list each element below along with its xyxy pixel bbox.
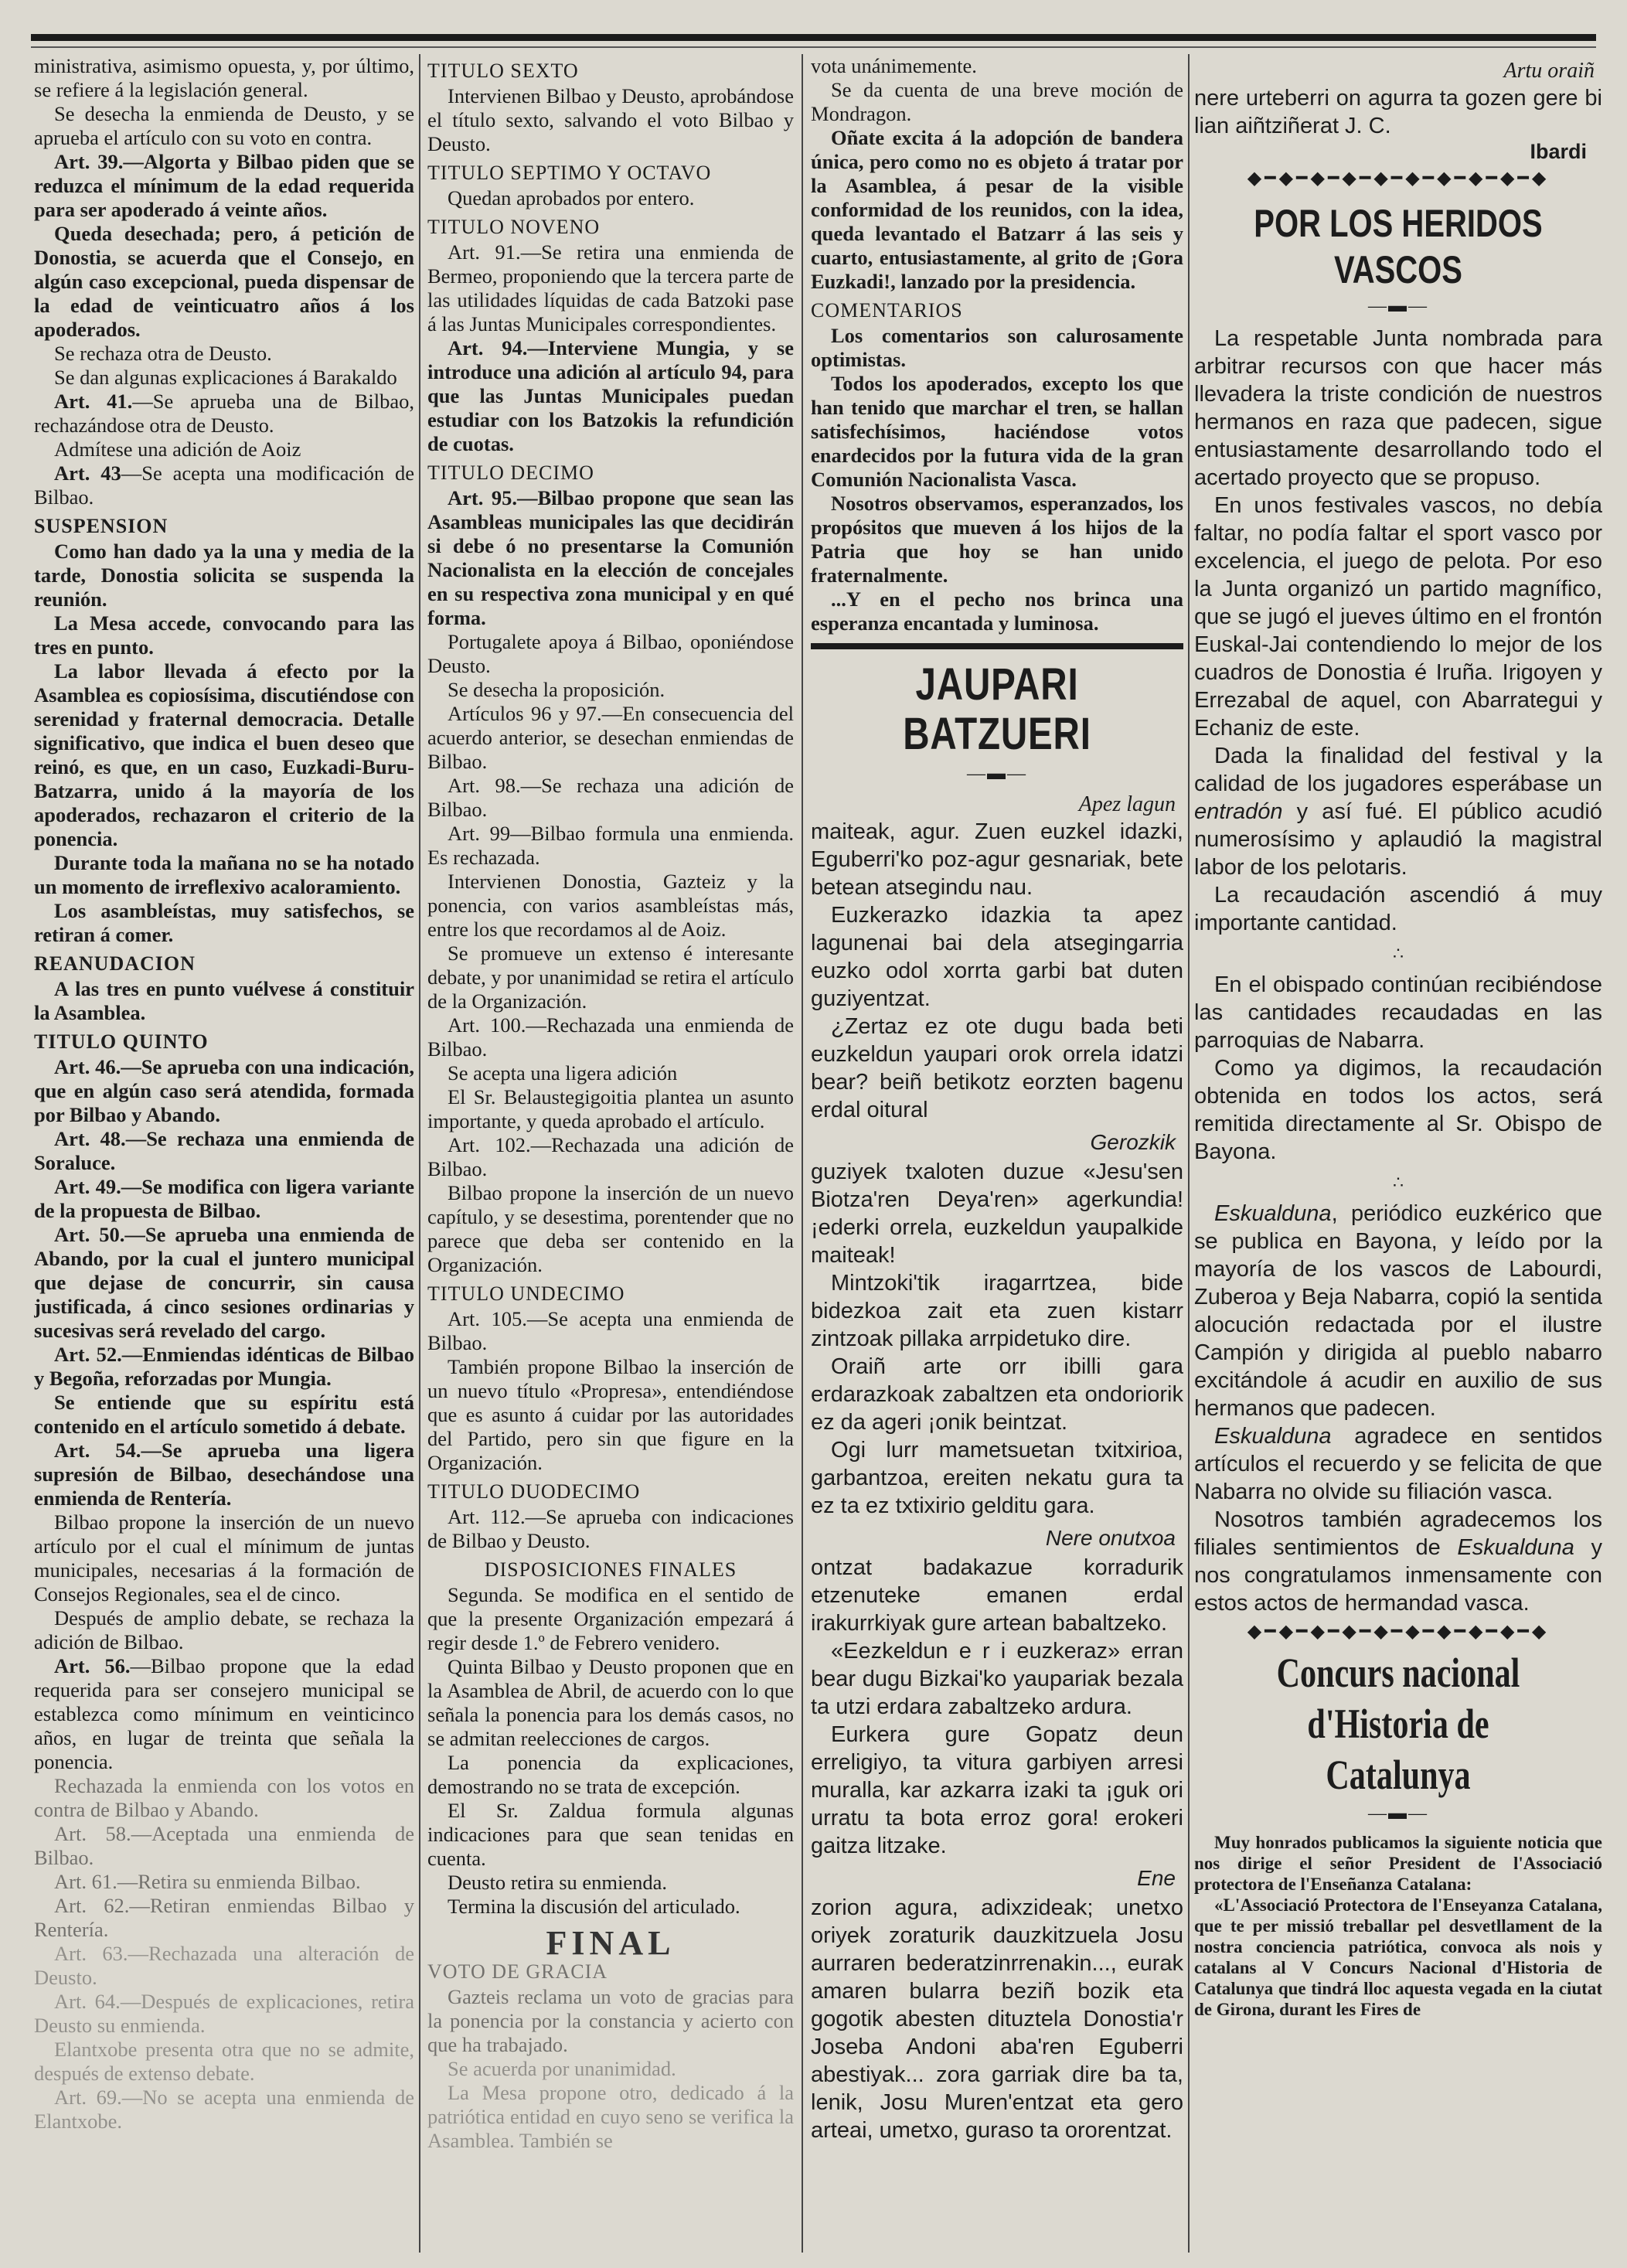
paragraph: Art. 50.—Se aprueba una enmienda de Abando, por la cual el juntero municipal que dejase de concurrir, sin causa justificada, á cinco sesiones ordinarias y sucesivas será revelado del cargo. — [34, 1223, 414, 1342]
paragraph: Euzkerazko idazkia ta apez lagunenai bai dela atsegingarria euzko odol xorrta garbi bat duten guziyentzat. — [811, 903, 1183, 1011]
paragraph: Art. 95.—Bilbao propone que sean las Asambleas municipales las que decidirán si debe ó no presentarse la Comunión Nacionalista en la elección de concejales en su respectiva zona municipal y en qué forma. — [427, 486, 794, 629]
paragraph: La recaudación ascendió á muy importante cantidad. — [1194, 883, 1602, 935]
paragraph: ministrativa, asimismo opuesta, y, por último, se refiere á la legislación general. — [34, 54, 414, 101]
paragraph: Admítese una adición de Aoiz — [54, 438, 301, 461]
paragraph: La Mesa propone otro, dedicado á la patriótica entidad en cuyo seno se verifica la Asamblea. También se — [427, 2081, 794, 2152]
paragraph: Durante toda la mañana no se ha notado un momento de irreflexivo acaloramiento. — [34, 851, 414, 898]
paragraph: vota unánimemente. — [811, 54, 977, 77]
paragraph: maiteak, agur. Zuen euzkel idazki, Eguberri'ko poz-agur gesnariak, bete betean atsegindu nau. — [811, 819, 1183, 900]
paragraph: Queda desechada; pero, á petición de Donostia, se acuerda que el Consejo, en algún caso excepcional, pueda dispensar de la edad de veinticuatro años á los apoderados. — [34, 222, 414, 341]
paragraph: Después de amplio debate, se rechaza la adición de Bilbao. — [34, 1606, 414, 1653]
section-heading: TITULO SEXTO — [427, 60, 579, 82]
paragraph: ...Y en el pecho nos brinca una esperanza encantada y luminosa. — [811, 587, 1183, 635]
paragraph: Como ya digimos, la recaudación obtenida en todos los actos, será remitida directamente al Sr. Obispo de Bayona. — [1194, 1056, 1602, 1164]
paragraph: Art. 102.—Rechazada una adición de Bilbao. — [427, 1133, 794, 1180]
paragraph: Se acuerda por unanimidad. — [448, 2057, 676, 2080]
paragraph: Intervienen Donostia, Gazteiz y la ponencia, con varios asambleístas más, entre los que recordamos al de Aoiz. — [427, 870, 794, 941]
section-heading: SUSPENSION — [34, 515, 168, 537]
paragraph: Segunda. Se modifica en el sentido de que la presente Organización empezará á regir desde 1.º de Febrero venidero. — [427, 1583, 794, 1654]
section-heading: TITULO DECIMO — [427, 461, 594, 484]
paragraph: Oñate excita á la adopción de bandera única, pero como no es objeto á tratar por la Asamblea, á pesar de la visible conformidad de los reunidos, con la idea, queda levantado el Batzarr á las seis y cuarto, entusiastamente, al grito de ¡Gora Euzkadi!, lanzado por la presidencia. — [811, 126, 1183, 293]
paragraph: Eskualduna, periódico euzkérico que se publica en Bayona, y leído por la mayoría de los vascos de Labourdi, Zuberoa y Beja Nabarra, copió la sentida alocución redactada por el ilustre Campión y dirigida al pueblo nabarro excitándole á acudir en auxilio de sus hermanos que padecen. — [1194, 1201, 1602, 1421]
paragraph: La labor llevada á efecto por la Asamblea es copiosísima, discutiéndose con serenidad y fraternal democracia. Detalle significativo, que indica el buen deseo que reinó, es que, en un caso, Euzkadi-Buru-Batzarra, unido á la mayoría de los apoderados, rechazaron el criterio de la ponencia. — [34, 659, 414, 850]
paragraph: Ogi lurr mametsuetan txitxirioa, garbantzoa, ereiten nekatu gura ta ez ta ez txtixirio gelditu gara. — [811, 1438, 1183, 1518]
paragraph: Art. 91.—Se retira una enmienda de Bermeo, proponiendo que la tercera parte de las utilidades líquidas de cada Batzoki pase á las Juntas Municipales correspondientes. — [427, 240, 794, 335]
byline: Gerozkik — [1090, 1130, 1176, 1154]
section-heading: DISPOSICIONES FINALES — [484, 1558, 737, 1581]
section-heading: REANUDACION — [34, 952, 196, 975]
section-heading: TITULO UNDECIMO — [427, 1282, 625, 1305]
paragraph: Art. 58.—Aceptada una enmienda de Bilbao. — [34, 1822, 414, 1869]
paragraph: Se entiende que su espíritu está contenido en el artículo sometido á debate. — [34, 1391, 414, 1438]
paragraph: Art. 52.—Enmiendas idénticas de Bilbao y Begoña, reforzadas por Mungia. — [34, 1343, 414, 1390]
paragraph: La Mesa accede, convocando para las tres en punto. — [34, 611, 414, 659]
paragraph: A las tres en punto vuélvese á constituir la Asamblea. — [34, 977, 414, 1024]
paragraph: La respetable Junta nombrada para arbitrar recursos con que hacer más llevadera la triste condición de nuestros hermanos en raza que padecen, sigue entusiastamente desarrollando todo el acertado proyecto que se propuso. — [1194, 326, 1602, 490]
paragraph: Se desecha la enmienda de Deusto, y se aprueba el artículo con su voto en contra. — [34, 102, 414, 149]
signature: Ibardi — [1530, 140, 1587, 163]
paragraph: Eurkera gure Gopatz deun erreligiyo, ta vitura garbiyen arresi muralla, kar azkarra izaki ta ¡guk ori urratu ta bota erroz gora! erokeri gaitza litzake. — [811, 1722, 1183, 1858]
paragraph: Art. 64.—Después de explicaciones, retira Deusto su enmienda. — [34, 1990, 414, 2037]
paragraph: Los asambleístas, muy satisfechos, se retiran á comer. — [34, 899, 414, 946]
paragraph: Deusto retira su enmienda. — [448, 1871, 668, 1894]
paragraph: Se promueve un extenso é interesante debate, y por unanimidad se retira el artículo de la Organización. — [427, 942, 794, 1013]
byline: Artu oraiñ — [1503, 59, 1595, 83]
paragraph: Art. 39.—Algorta y Bilbao piden que se reduzca el mínimum de la edad requerida para ser apoderado á veinte años. — [34, 150, 414, 221]
paragraph: «L'Associació Protectora de l'Enseyanza Catalana, que te per missió treballar pel desvetllament de la nostra conciencia patriótica, convoca als nois y catalans al V Concurs Nacional d'Historia de Catalunya que tindrá lloc aquesta vegada en la ciutat de Girona, durant les Fires de — [1194, 1895, 1602, 2019]
paragraph: Art. 61.—Retira su enmienda Bilbao. — [54, 1870, 361, 1893]
paragraph: Muy honrados publicamos la siguiente noticia que nos dirige el señor President de l'Associació protectora de l'Enseñanza Catalana: — [1194, 1833, 1602, 1894]
paragraph: Art. 62.—Retiran enmiendas Bilbao y Rentería. — [34, 1894, 414, 1941]
paragraph: Quinta Bilbao y Deusto proponen que en la Asamblea de Abril, de acuerdo con lo que señala la ponencia para los demás casos, no se admitan reelecciones de cargos. — [427, 1655, 794, 1750]
paragraph: Portugalete apoya á Bilbao, oponiéndose Deusto. — [427, 630, 794, 677]
paragraph: Intervienen Bilbao y Deusto, aprobándose el título sexto, salvando el voto Bilbao y Deusto. — [427, 84, 794, 155]
section-heading: VOTO DE GRACIA — [427, 1960, 608, 1983]
paragraph: Art. 112.—Se aprueba con indicaciones de Bilbao y Deusto. — [427, 1505, 794, 1552]
paragraph: Se rechaza otra de Deusto. — [54, 342, 272, 365]
title-ornament: —▬— — [1368, 1803, 1428, 1824]
paragraph: Art. 69.—No se acepta una enmienda de Elantxobe. — [34, 2086, 414, 2133]
ornament-rule: ◆━◆━◆━◆━◆━◆━◆━◆━◆━◆ — [1247, 1622, 1550, 1642]
paragraph: La ponencia da explicaciones, demostrando no se trata de excepción. — [427, 1751, 794, 1798]
separator-dots: ∴ — [1393, 944, 1404, 963]
paragraph: Nosotros también agradecemos los filiales sentimientos de Eskualduna y nos congratulamos inmensamente con estos actos de hermandad vasca. — [1194, 1507, 1602, 1616]
section-heading: TITULO DUODECIMO — [427, 1480, 641, 1503]
paragraph: En el obispado continúan recibiéndose las cantidades recaudadas en las parroquias de Nabarra. — [1194, 972, 1602, 1053]
paragraph: Art. 54.—Se aprueba una ligera supresión de Bilbao, desechándose una enmienda de Rentería. — [34, 1439, 414, 1510]
paragraph: Art. 105.—Se acepta una enmienda de Bilbao. — [427, 1307, 794, 1354]
paragraph: Termina la discusión del articulado. — [448, 1895, 740, 1918]
paragraph: Quedan aprobados por entero. — [448, 186, 695, 209]
section-heading: TITULO QUINTO — [34, 1030, 209, 1053]
paragraph: Todos los apoderados, excepto los que han tenido que marchar el tren, se hallan satisfechísimos, haciéndose votos enardecidos por la futura vida de la gran Comunión Nacionalista Vasca. — [811, 372, 1183, 491]
column-divider — [1188, 54, 1190, 2253]
paragraph: Art. 43—Se acepta una modificación de Bilbao. — [34, 461, 414, 509]
paragraph: Art. 98.—Se rechaza una adición de Bilbao. — [427, 774, 794, 821]
paragraph: Dada la finalidad del festival y la calidad de los jugadores esperábase un entradón y así fué. El público acudió numerosísimo y aplaudió la magistral labor de los pelotaris. — [1194, 744, 1602, 880]
paragraph: Art. 99—Bilbao formula una enmienda. Es rechazada. — [427, 822, 794, 869]
paragraph: Art. 63.—Rechazada una alteración de Deusto. — [34, 1942, 414, 1989]
paragraph: El Sr. Belaustegigoitia plantea un asunto importante, y queda aprobado el artículo. — [427, 1085, 794, 1132]
paragraph: Bilbao propone la inserción de un nuevo artículo por el cual el mínimum de juntas municipales, necesarias á la formación de Consejos Regionales, sea el de cinco. — [34, 1510, 414, 1606]
section-heading: TITULO SEPTIMO Y OCTAVO — [427, 162, 712, 184]
section-heading: COMENTARIOS — [811, 299, 963, 322]
paragraph: Art. 56.—Bilbao propone que la edad requerida para ser consejero municipal se establezca como mínimum en veinticinco años, en lugar de treinta que señala la ponencia. — [34, 1654, 414, 1773]
paragraph: En unos festivales vascos, no debía faltar, no podía faltar el sport vasco por excelencia, el juego de pelota. Por eso la Junta organizó un partido magnífico, que se jugó el jueves último en el frontón Euskal-Jai contendiendo lo mejor de los cuadros de Donostia é Iruña. Irigoyen y Errezabal de aquel, con Abarrategui y Echaniz de este. — [1194, 493, 1602, 741]
paragraph: Se desecha la proposición. — [448, 678, 665, 701]
paragraph: Art. 94.—Interviene Mungia, y se introduce una adición al artículo 94, para que las Juntas Municipales puedan estudiar con los Batzokis la refundición de cuotas. — [427, 336, 794, 455]
paragraph: Art. 48.—Se rechaza una enmienda de Soraluce. — [34, 1127, 414, 1174]
paragraph: Gazteis reclama un voto de gracias para la ponencia por la constancia y acierto con que ha trabajado. — [427, 1985, 794, 2056]
title-ornament: —▬— — [967, 764, 1027, 784]
paragraph: ontzat badakazue korradurik etzenuteke emanen erdal irakurrkiyak gure artean babaltzeko. — [811, 1555, 1183, 1636]
paragraph: Bilbao propone la inserción de un nuevo capítulo, y se desestima, porentender que no parece que deba ser contenido en la Organización. — [427, 1181, 794, 1276]
paragraph: Art. 46.—Se aprueba con una indicación, que en algún caso será atendida, formada por Bilbao y Abando. — [34, 1055, 414, 1126]
byline: Nere onutxoa — [1045, 1526, 1176, 1550]
paragraph: También propone Bilbao la inserción de un nuevo título «Propresa», entendiéndose que es asunto á cuidar por las autoridades del Partido, pero sin que figure en la Organización. — [427, 1355, 794, 1474]
paragraph: Rechazada la enmienda con los votos en contra de Bilbao y Abando. — [34, 1774, 414, 1821]
article-title: d'Historia de Catalunya — [1307, 1701, 1489, 1798]
paragraph: Art. 49.—Se modifica con ligera variante de la propuesta de Bilbao. — [34, 1175, 414, 1222]
paragraph: El Sr. Zaldua formula algunas indicaciones para que sean tenidas en cuenta. — [427, 1799, 794, 1870]
column-1 — [34, 54, 414, 2259]
paragraph: Art. 41.—Se aprueba una de Bilbao, rechazándose otra de Deusto. — [34, 390, 414, 437]
column-divider — [802, 54, 803, 2253]
paragraph: ¿Zertaz ez ote dugu bada beti euzkeldun yaupari orok orrela idatzi bear? beiñ betikotz eorzten bagenu erdal oitural — [811, 1014, 1183, 1122]
paragraph: Oraiñ arte orr ibilli gara erdarazkoak zabaltzen eta ondoriorik ez da ageri ¡onik beintzat. — [811, 1354, 1183, 1435]
column-2 — [427, 54, 794, 2259]
column-3 — [811, 54, 1183, 2259]
paragraph: Eskualduna agradece en sentidos artículos el recuerdo y se felicita de que Nabarra no olvide su filiación vasca. — [1194, 1424, 1602, 1504]
separator-dots: ∴ — [1393, 1173, 1404, 1192]
paragraph: Artículos 96 y 97.—En consecuencia del acuerdo anterior, se desechan enmiendas de Bilbao. — [427, 702, 794, 773]
article-title: JAUPARI BATZUERI — [903, 659, 1091, 759]
paragraph: Art. 100.—Rechazada una enmienda de Bilbao. — [427, 1013, 794, 1061]
paragraph: Se da cuenta de una breve moción de Mondragon. — [811, 78, 1183, 125]
paragraph: Nosotros observamos, esperanzados, los propósitos que mueven á los hijos de la Patria que hoy se han unido fraternalmente. — [811, 492, 1183, 587]
article-title: Concurs nacional — [1276, 1650, 1520, 1696]
column-divider — [419, 54, 420, 2253]
byline: Apez lagun — [1078, 792, 1176, 816]
article-title: POR LOS HERIDOS VASCOS — [1254, 202, 1543, 291]
masthead-subrule — [31, 46, 1596, 48]
paragraph: Los comentarios son calurosamente optimistas. — [811, 324, 1183, 371]
column-4 — [1194, 54, 1602, 2259]
paragraph: «Eezkeldun e r i euzkeraz» erran bear dugu Bizkai'ko yaupariak bezala ta utzi erdara zabaltzeko ardura. — [811, 1639, 1183, 1719]
byline: Ene — [1137, 1866, 1176, 1890]
title-ornament: —▬— — [1368, 296, 1428, 316]
paragraph: Se acepta una ligera adición — [448, 1061, 678, 1085]
paragraph: nere urteberri on agurra ta gozen gere bi lian aiñtziñerat J. C. — [1194, 86, 1602, 138]
paragraph: Se dan algunas explicaciones á Barakaldo — [54, 366, 397, 389]
paragraph: Como han dado ya la una y media de la tarde, Donostia solicita se suspenda la reunión. — [34, 540, 414, 611]
paragraph: Mintzoki'tik iragarrtzea, bide bidezkoa zait eta zuen kistarr zintzoak pillaka arrpidetuko dire. — [811, 1271, 1183, 1351]
section-rule — [811, 643, 1183, 649]
ornament-rule: ◆━◆━◆━◆━◆━◆━◆━◆━◆━◆ — [1247, 169, 1550, 189]
paragraph: Elantxobe presenta otra que no se admite, después de extenso debate. — [34, 2038, 414, 2085]
final-heading: FINAL — [546, 1924, 676, 1962]
section-heading: TITULO NOVENO — [427, 216, 601, 238]
masthead-rule — [31, 34, 1596, 41]
paragraph: zorion agura, adixzideak; unetxo oriyek zoraturik dauzkitzuela Josu aurraren bederatzinrrenakin..., eurak amaren bularra beziñ bozik eta gogotik abesten dituztela Donostia'r Joseba Andoni aba'ren Eguberri abestiyak... zora garriak dire ba ta, lenik, Josu Muren'entzat eta gero arteai, umetxo, guraso ta ororentzat. — [811, 1895, 1183, 2143]
paragraph: guziyek txaloten duzue «Jesu'sen Biotza'ren Deya'ren» agerkundia! ¡ederki orrela, euzkeldun yaupalkide maiteak! — [811, 1160, 1183, 1268]
